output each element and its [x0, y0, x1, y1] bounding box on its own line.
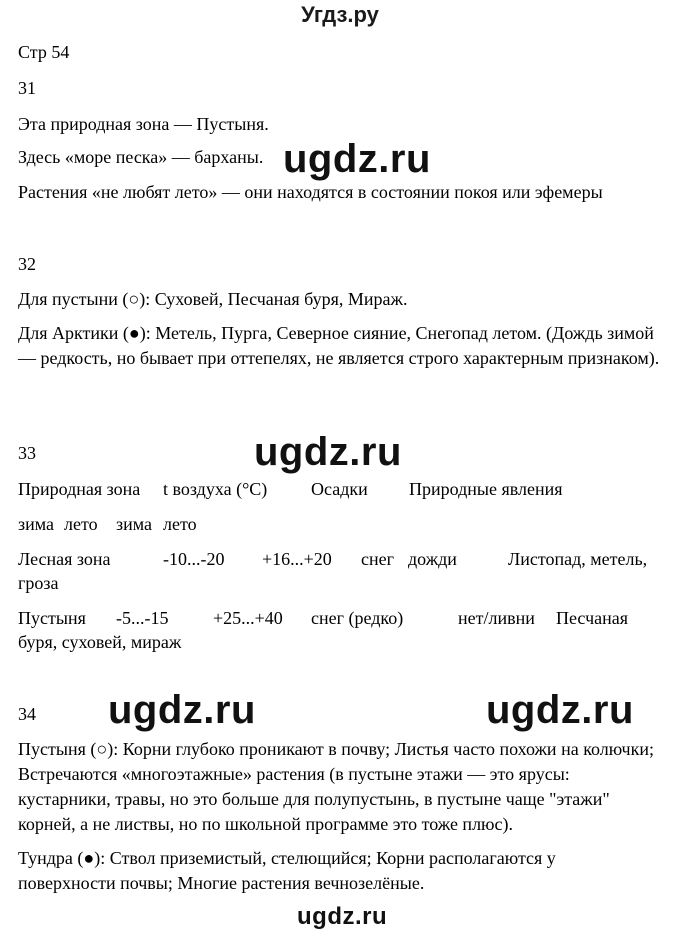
task-31-number: 31: [18, 78, 36, 98]
task-32-desert: Для пустыни (○): Суховей, Песчаная буря, Мираж.: [18, 289, 408, 309]
watermark: ugdz.ru: [486, 688, 634, 732]
watermark: ugdz.ru: [254, 430, 402, 474]
table-cell-zone: Пустыня: [18, 608, 86, 628]
table-cell-phenomena: Песчаная: [556, 608, 629, 628]
table-cell-phenomena-cont: буря, суховей, мираж: [18, 632, 182, 652]
table-cell-winter-temp: -5...-15: [116, 608, 169, 628]
table-cell-winter-precip: снег: [361, 549, 394, 569]
watermark: ugdz.ru: [297, 903, 388, 930]
table-cell-summer-precip: нет/ливни: [458, 608, 535, 628]
table-header-precipitation: Осадки: [311, 479, 368, 499]
table-header-zone: Природная зона: [18, 479, 141, 499]
table-header-temperature: t воздуха (°C): [163, 479, 268, 499]
table-subheader: зима: [116, 514, 152, 534]
task-31-line-2: Здесь «море песка» — барханы.: [18, 147, 264, 167]
table-subheader: лето: [64, 514, 98, 534]
site-title: Угдз.ру: [301, 2, 379, 27]
table-cell-zone: Лесная зона: [18, 549, 111, 569]
table-cell-phenomena-cont: гроза: [18, 573, 59, 593]
task-34-tundra: Тундра (●): Ствол приземистый, стелющийся; Корни располагаются у поверхности почвы; Многие растения вечнозелёные.: [18, 848, 556, 893]
task-32-number: 32: [18, 254, 36, 274]
table-cell-winter-temp: -10...-20: [163, 549, 225, 569]
table-cell-phenomena: Листопад, метель,: [508, 549, 648, 569]
task-34-desert: Пустыня (○): Корни глубоко проникают в почву; Листья часто похожи на колючки; Встречаются «многоэтажные» растения (в пустыне этажи — это ярусы: кустарники, травы, но это больше для полупустынь, в пустыне чаще "этажи" корней, а не листвы, но по школьной программе это тоже плюс).: [18, 739, 654, 834]
watermark: ugdz.ru: [283, 137, 431, 181]
table-subheader: зима: [18, 514, 54, 534]
table-cell-winter-precip: снег (редко): [311, 608, 404, 628]
table-cell-summer-temp: +16...+20: [262, 549, 332, 569]
table-header-phenomena: Природные явления: [409, 479, 563, 499]
task-31-line-1: Эта природная зона — Пустыня.: [18, 114, 269, 134]
task-31-line-3: Растения «не любят лето» — они находятся в состоянии покоя или эфемеры: [18, 182, 603, 202]
table-subheader: лето: [163, 514, 197, 534]
page-reference: Стр 54: [18, 42, 70, 62]
task-34-number: 34: [18, 704, 36, 724]
table-cell-summer-temp: +25...+40: [213, 608, 283, 628]
task-32-arctic: Для Арктики (●): Метель, Пурга, Северное сияние, Снегопад летом. (Дождь зимой — редкость, но бывает при оттепелях, не является строго характерным признаком).: [18, 323, 660, 368]
task-33-number: 33: [18, 443, 36, 463]
watermark: ugdz.ru: [108, 688, 256, 732]
table-cell-summer-precip: дожди: [408, 549, 457, 569]
